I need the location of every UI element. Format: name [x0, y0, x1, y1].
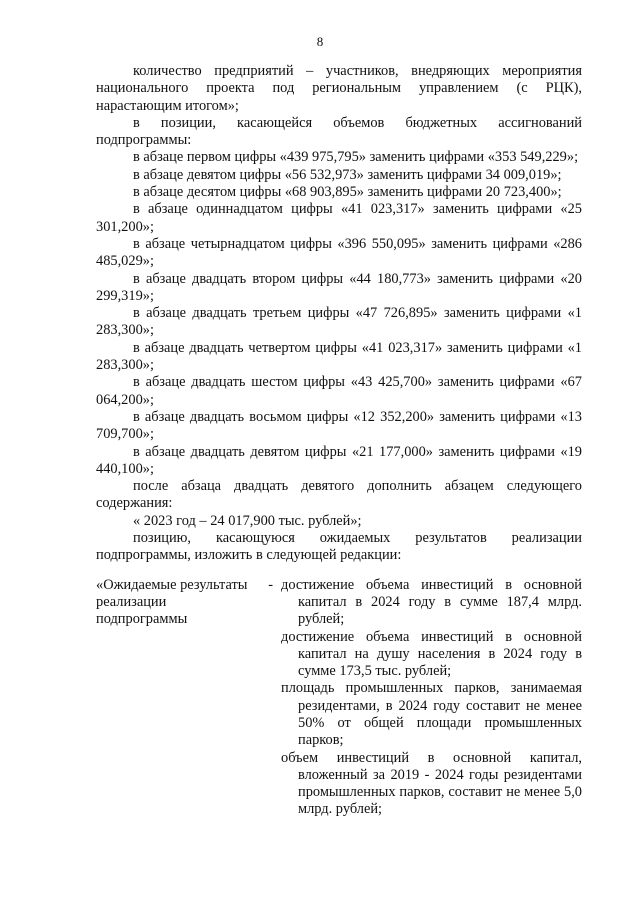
- results-table-dash: -: [268, 576, 273, 593]
- paragraph: в абзаце двадцать девятом цифры «21 177,000» заменить цифрами «19 440,100»;: [96, 443, 582, 477]
- paragraph: позицию, касающуюся ожидаемых результатов реализации подпрограммы, изложить в следующей редакции:: [96, 530, 582, 564]
- page-number: 8: [316, 34, 324, 49]
- paragraph: в абзаце первом цифры «439 975,795» заменить цифрами «353 549,229»;: [133, 149, 579, 166]
- results-item: достижение объема инвестиций в основной капитал в 2024 году в сумме 187,4 млрд. рублей;: [281, 576, 582, 628]
- results-table: [96, 577, 582, 819]
- paragraph: в абзаце двадцать восьмом цифры «12 352,200» заменить цифрами «13 709,700»;: [96, 408, 582, 443]
- results-table-label: «Ожидаемые результаты реализации подпрограммы: [96, 576, 248, 628]
- paragraph: « 2023 год – 24 017,900 тыс. рублей»;: [133, 512, 362, 529]
- paragraph: в абзаце четырнадцатом цифры «396 550,095» заменить цифрами «286 485,029»;: [96, 235, 582, 270]
- paragraph: после абзаца двадцать девятого дополнить абзацем следующего содержания:: [96, 478, 582, 512]
- results-table-label-cell: [96, 577, 281, 819]
- paragraph: количество предприятий – участников, внедряющих мероприятия национального проекта под региональным управлением (с РЦК), нарастающим итогом»;: [96, 63, 582, 114]
- paragraph: в абзаце двадцать четвертом цифры «41 023,317» заменить цифрами «1 283,300»;: [96, 339, 582, 374]
- paragraph: в позиции, касающейся объемов бюджетных ассигнований подпрограммы:: [96, 114, 582, 149]
- paragraph: в абзаце десятом цифры «68 903,895» заменить цифрами 20 723,400»;: [133, 184, 562, 201]
- paragraph: в абзаце двадцать шестом цифры «43 425,700» заменить цифрами «67 064,200»;: [96, 374, 582, 408]
- results-item: объем инвестиций в основной капитал, вложенный за 2019 - 2024 годы резидентами промышленных парков, составит не менее 5,0 млрд. рублей;: [281, 749, 582, 818]
- paragraph: в абзаце двадцать третьем цифры «47 726,895» заменить цифрами «1 283,300»;: [96, 305, 582, 339]
- results-item: площадь промышленных парков, занимаемая резидентами, в 2024 году составит не менее 50% от общей площади промышленных парков;: [281, 680, 582, 749]
- paragraph: в абзаце одиннадцатом цифры «41 023,317» заменить цифрами «25 301,200»;: [96, 201, 582, 235]
- document-body: [96, 63, 582, 819]
- results-table-items-cell: [281, 577, 582, 819]
- paragraph: в абзаце девятом цифры «56 532,973» заменить цифрами 34 009,019»;: [133, 166, 562, 183]
- paragraph: в абзаце двадцать втором цифры «44 180,773» заменить цифрами «20 299,319»;: [96, 270, 582, 304]
- results-item: достижение объема инвестиций в основной капитал на душу населения в 2024 году в сумме 173,5 тыс. рублей;: [281, 628, 582, 680]
